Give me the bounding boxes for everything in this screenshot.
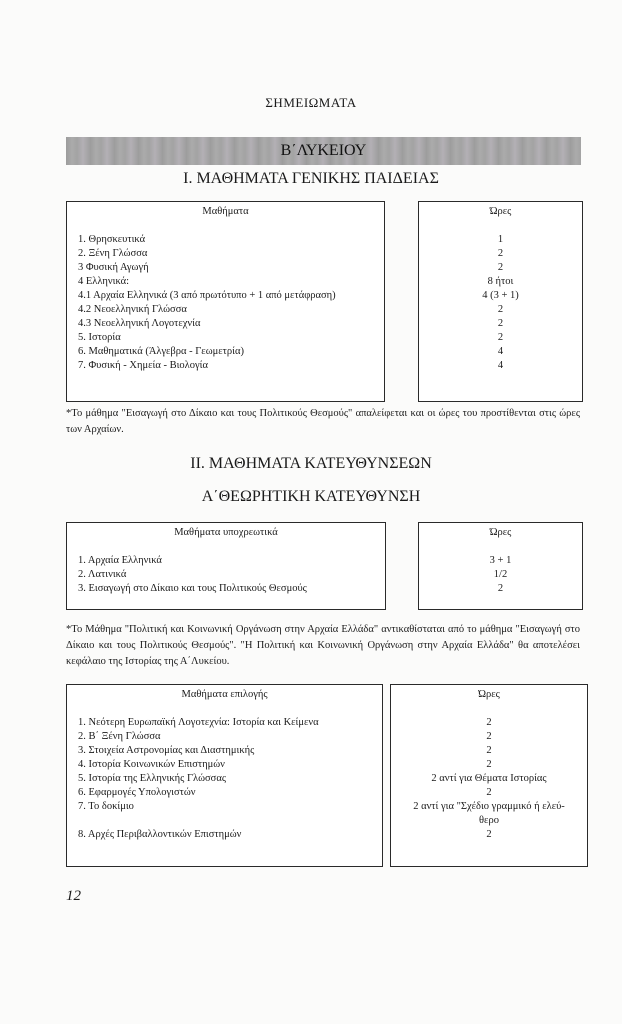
section2-subtitle: Α΄ΘΕΩΡΗΤΙΚΗ ΚΑΤΕΥΘΥΝΣΗ [201,488,421,505]
hours-value: 4 [497,360,504,371]
subject-row: 4.3 Νεοελληνική Λογοτεχνία [78,318,201,329]
hours-value: 2 αντί για "Σχέδιο γραμμικό ή ελεύ- [413,801,565,812]
hours-value: 1/2 [493,569,508,580]
subject-row: 2. Β΄ Ξένη Γλώσσα [78,731,161,742]
hours-value: θερο [479,815,499,826]
hours-value: 2 [486,829,492,840]
hours-header: Ώρες [489,206,512,217]
hours-value: 2 [497,332,504,343]
general-hours-table [418,201,583,402]
subject-row: 1. Αρχαία Ελληνικά [78,555,162,566]
hours-value: 8 ήτοι [487,276,514,287]
subject-row: 5. Ιστορία [78,332,121,343]
hours-value: 2 [497,583,504,594]
elective-subjects-table [66,684,383,867]
hours-value: 2 [497,262,504,273]
general-subjects-table [66,201,385,402]
hours-value: 2 [497,248,504,259]
hours-value: 2 [497,318,504,329]
subject-row: 4. Ιστορία Κοινωνικών Επιστημών [78,759,225,770]
subject-row: 1. Νεότερη Ευρωπαϊκή Λογοτεχνία: Ιστορία και Κείμενα [78,717,319,728]
compulsory-hours-table [418,522,583,610]
hours-header: Ώρες [489,527,512,538]
subject-row: 4 Ελληνικά: [78,276,130,287]
section1-footnote: *Το μάθημα "Εισαγωγή στο Δίκαιο και τους Πολιτικούς Θεσμούς" απαλείφεται και οι ώρες του προστίθενται στις ώρες των Αρχαίων. [66,408,580,435]
hours-value: 2 [486,717,492,728]
section1-title: Ι. ΜΑΘΗΜΑΤΑ ΓΕΝΙΚΗΣ ΠΑΙΔΕΙΑΣ [183,170,439,187]
subject-row: 3 Φυσική Αγωγή [78,262,149,273]
hours-value: 4 (3 + 1) [482,290,519,301]
elective-hours-table [390,684,588,867]
subject-row: 4.1 Αρχαία Ελληνικά (3 από πρωτότυπο + 1 από μετάφραση) [78,290,336,301]
page-number: 12 [66,888,81,904]
subject-row: 5. Ιστορία της Ελληνικής Γλώσσας [78,773,226,784]
section2-footnote: *Το Μάθημα "Πολιτική και Κοινωνική Οργάνωση στην Αρχαία Ελλάδα" αντικαθίσταται από το μάθημα "Εισαγωγή στο Δίκαιο και τους Πολιτικούς Θεσμούς". "Η Πολιτική και Κοινωνική Οργάνωση στην Αρχαία Ελλάδα" θα αποτελέσει κεφάλαιο της Ιστορίας της Α΄Λυκείου. [66,624,580,667]
subject-row: 8. Αρχές Περιβαλλοντικών Επιστημών [78,829,242,840]
subject-row: 3. Εισαγωγή στο Δίκαιο και τους Πολιτικούς Θεσμούς [78,583,307,594]
grade-band-title: Β΄ΛΥΚΕΙΟΥ [66,137,581,165]
subject-row: 6. Εφαρμογές Υπολογιστών [78,787,196,798]
subject-row: 7. Φυσική - Χημεία - Βιολογία [78,360,208,371]
hours-value: 2 [486,731,492,742]
hours-header: Ώρες [478,689,500,700]
subjects-header: Μαθήματα υποχρεωτικά [174,527,278,538]
hours-value: 1 [497,234,504,245]
row-spacer [78,814,382,828]
subjects-header: Μαθήματα [202,206,249,217]
subject-row: 2. Ξένη Γλώσσα [78,248,148,259]
hours-value: 2 [486,787,492,798]
subject-row: 7. Το δοκίμιο [78,801,134,812]
subjects-header: Μαθήματα επιλογής [181,689,268,700]
compulsory-subjects-table [66,522,386,610]
subject-row: 2. Λατινικά [78,569,127,580]
running-head: ΣΗΜΕΙΩΜΑΤΑ [265,95,357,110]
hours-value: 2 [486,759,492,770]
hours-value: 3 + 1 [489,555,512,566]
hours-value: 2 αντί για Θέματα Ιστορίας [431,773,547,784]
hours-value: 2 [497,304,504,315]
subject-row: 4.2 Νεοελληνική Γλώσσα [78,304,187,315]
subject-row: 6. Μαθηματικά (Άλγεβρα - Γεωμετρία) [78,346,244,357]
hours-value: 2 [486,745,492,756]
subject-row: 3. Στοιχεία Αστρονομίας και Διαστημικής [78,745,255,756]
section2-title: ΙΙ. ΜΑΘΗΜΑΤΑ ΚΑΤΕΥΘΥΝΣΕΩΝ [190,455,432,472]
hours-value: 4 [497,346,504,357]
subject-row: 1. Θρησκευτικά [78,234,146,245]
